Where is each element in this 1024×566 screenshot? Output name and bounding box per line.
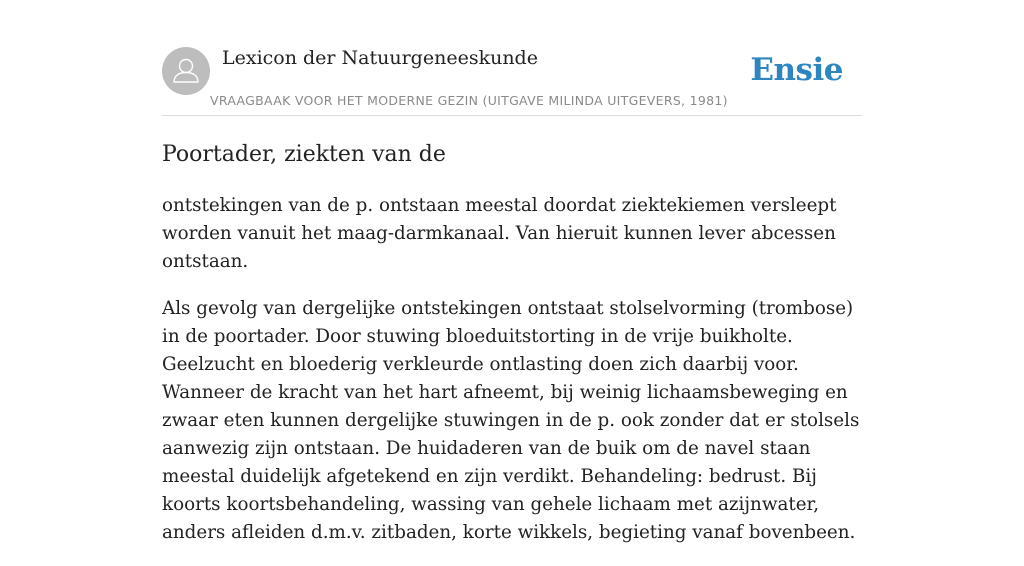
page bbox=[162, 0, 862, 543]
entry-body bbox=[162, 192, 862, 566]
source-title[interactable]: Lexicon der Natuurgeneeskunde bbox=[222, 47, 538, 69]
user-silhouette-icon bbox=[162, 47, 210, 95]
entry-title: Poortader, ziekten van de bbox=[162, 142, 446, 167]
source-header bbox=[162, 0, 862, 116]
brand-logo[interactable]: Ensie bbox=[750, 52, 843, 88]
entry-paragraph: Als gevolg van dergelijke ontstekingen ontstaat stolselvorming (trombose) in de poortader. Door stuwing bloeduitstorting in de vrije buikholte. Geelzucht en bloederig verkleurde ontlasting doen zich daarbij voor. Wanneer de kracht van het hart afneemt, bij weinig lichaamsbeweging en zwaar eten kunnen dergelijke stuwingen in de p. ook zonder dat er stolsels aanwezig zijn ontstaan. De huidaderen van de buik om de navel staan meestal duidelijk afgetekend en zijn verdikt. Behandeling: bedrust. Bij koorts koortsbehandeling, wassing van gehele lichaam met azijnwater, anders afleiden d.m.v. zitbaden, korte wikkels, begieting vanaf bovenbeen. bbox=[162, 298, 860, 543]
entry-paragraph: ontstekingen van de p. ontstaan meestal doordat ziektekiemen versleept worden vanuit het maag-darmkanaal. Van hieruit kunnen lever abcessen ontstaan. bbox=[162, 195, 837, 272]
source-avatar[interactable] bbox=[162, 47, 210, 95]
source-subtitle: VRAAGBAAK VOOR HET MODERNE GEZIN (UITGAVE MILINDA UITGEVERS, 1981) bbox=[210, 93, 728, 108]
